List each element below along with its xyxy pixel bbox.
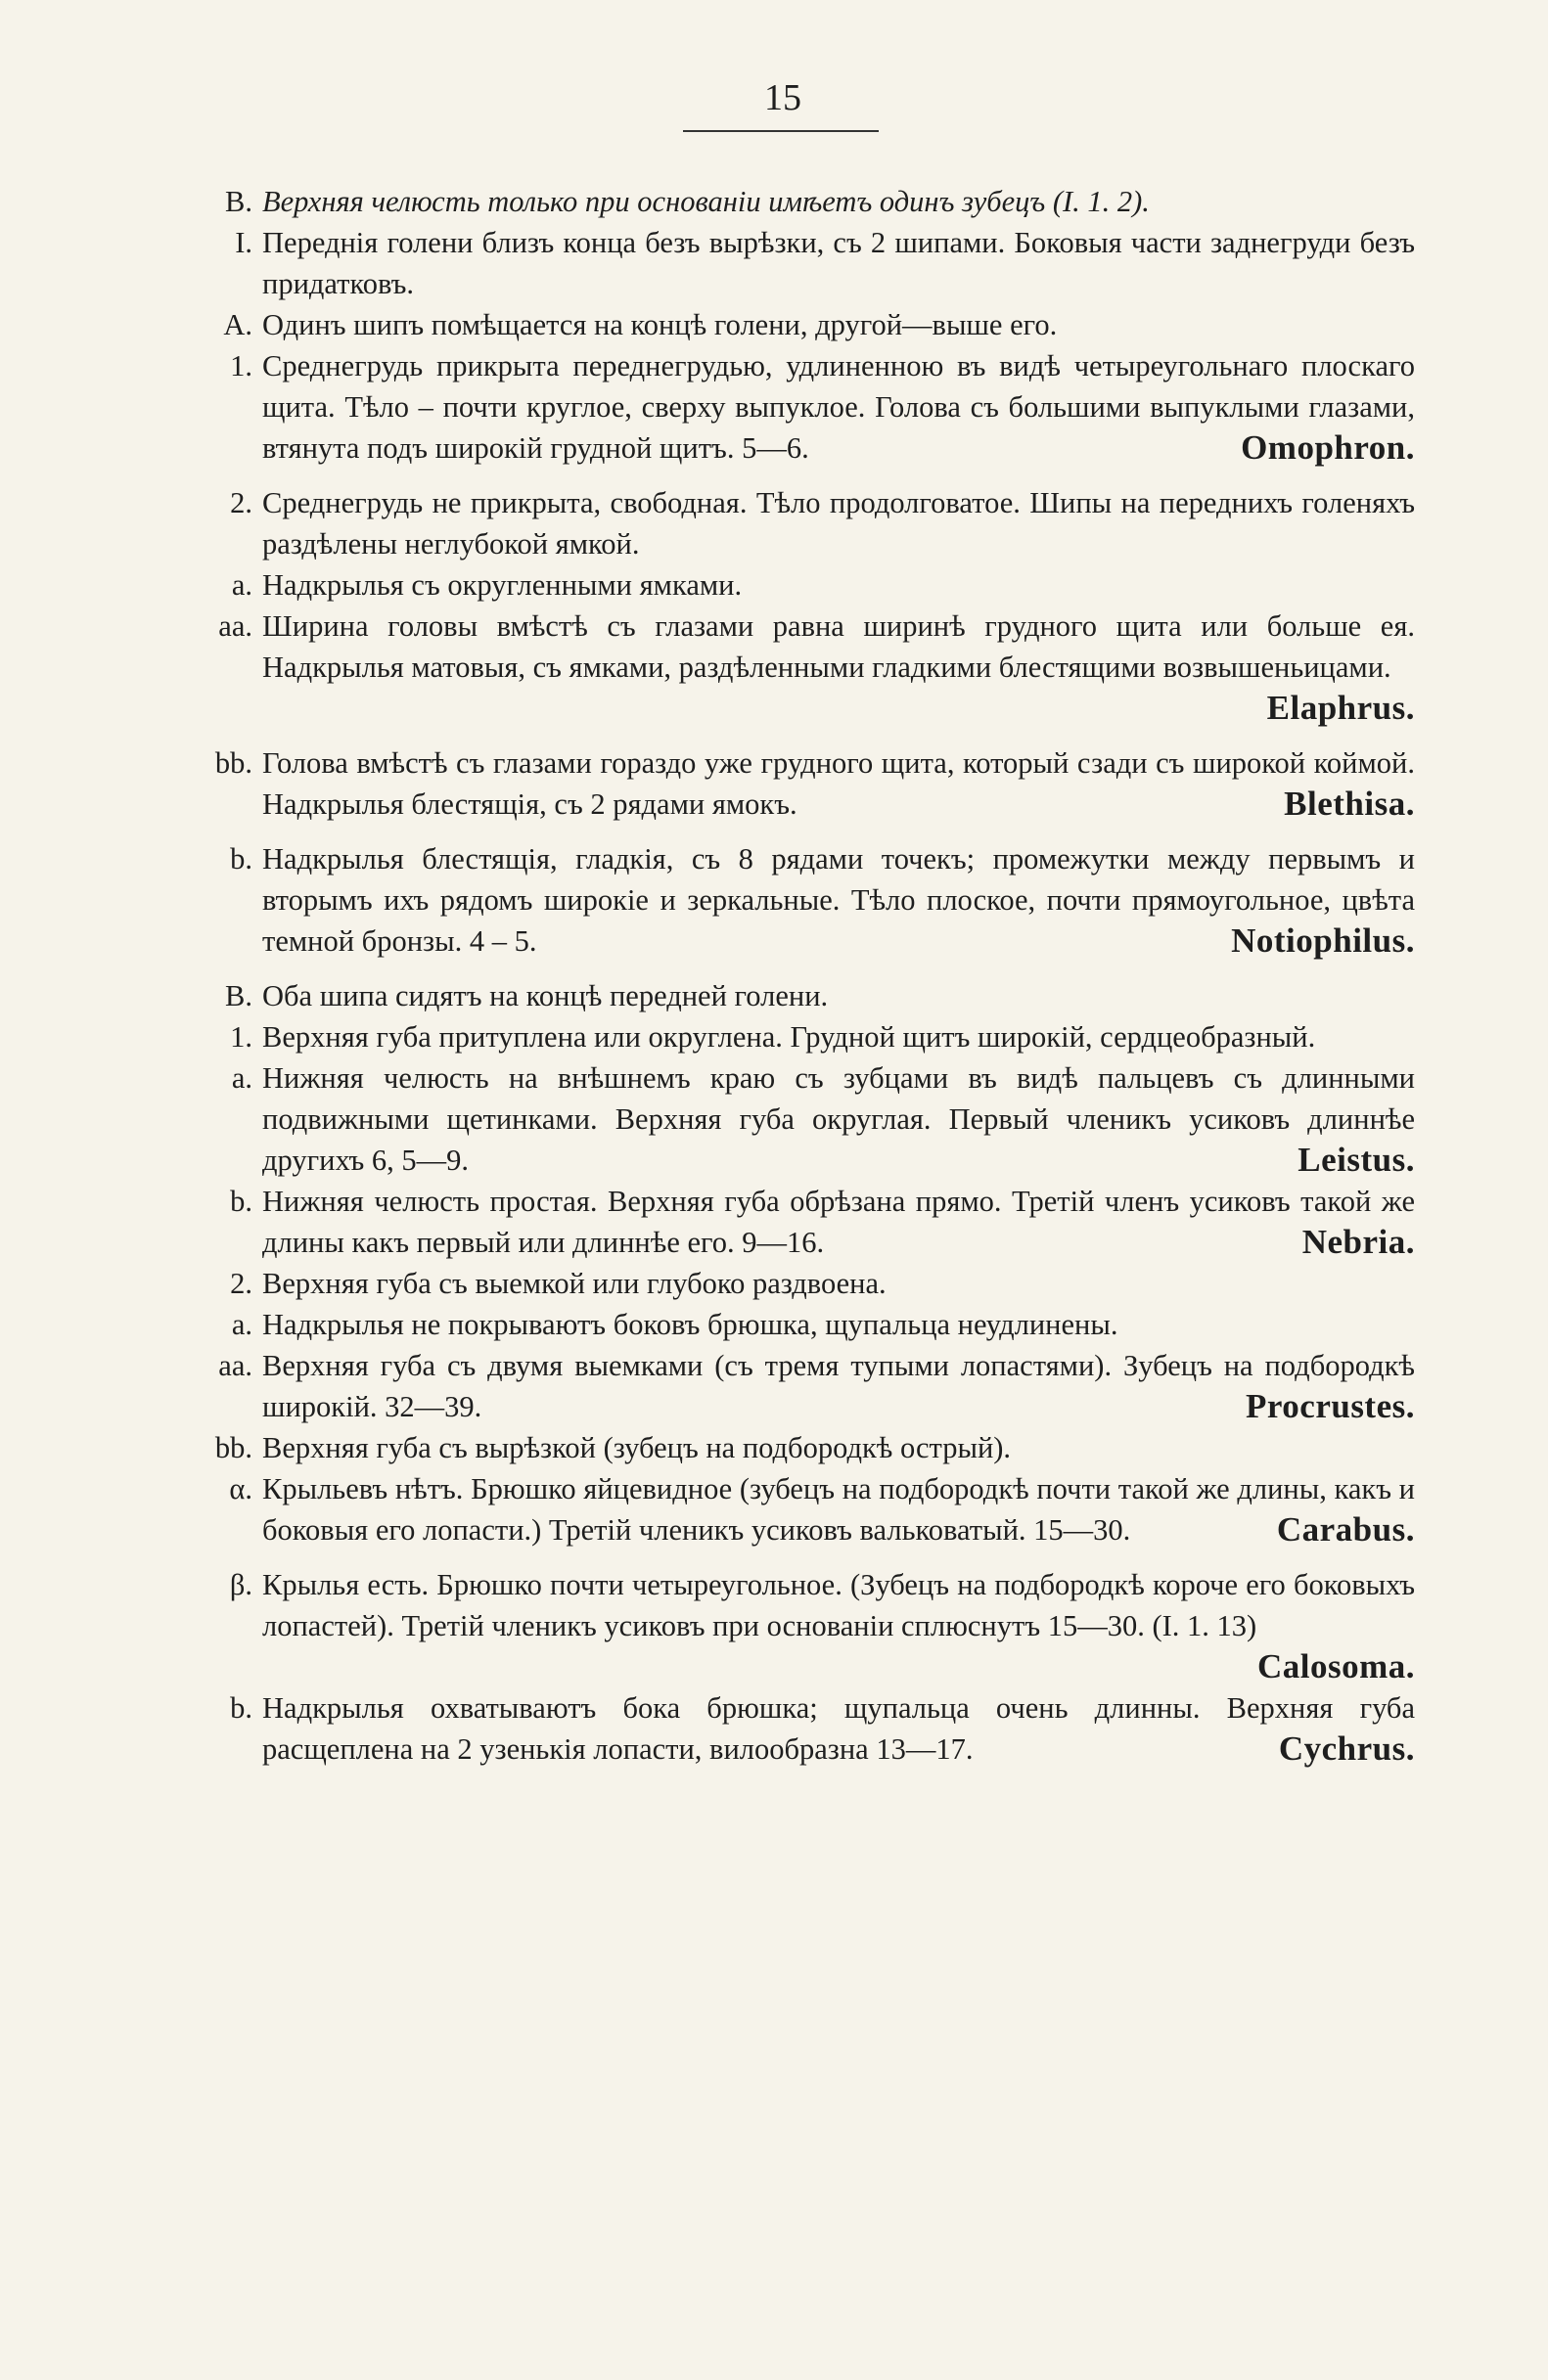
key-entry [192,1263,1415,1304]
entry-description: Среднегрудь прикрыта переднегрудью, удлиненною въ видѣ четыреугольнаго плоскаго щита. Тѣло – почти круглое, сверху выпуклое. Голова съ большими выпуклыми глазами, втянута подъ широкiй грудной щитъ. 5—6. [262,349,1415,465]
entry-text: Надкрылья не покрываютъ боковъ брюшка, щупальца неудлинены. [262,1308,1118,1341]
key-entry [192,1345,1415,1427]
entry-label: β. [229,1568,252,1601]
page-number-rule [683,130,879,132]
entry-label: 2. [230,1267,252,1300]
entry-text [262,742,1415,825]
key-entry [192,975,1415,1016]
entry-label: aa. [218,1349,252,1382]
genus-name: Carabus. [1276,1510,1415,1549]
key-entry [192,304,1415,345]
entry-text [262,1181,1415,1263]
genus-name: Blethisa. [1284,785,1415,823]
key-entry [192,1468,1415,1550]
key-entry [192,1427,1415,1468]
entry-label: bb. [214,746,252,780]
key-entry [192,742,1415,825]
entry-description: Ширина головы вмѣстѣ съ глазами равна ширинѣ грудного щита или больше ея. Надкрылья матовыя, съ ямками, раздѣленными гладкими блестящими возвышеньицами. [262,609,1415,684]
entry-description: Крыльевъ нѣтъ. Брюшко яйцевидное (зубецъ на подбородкѣ почти такой же длины, какъ и боковыя его лопасти.) Третiй членикъ усиковъ вальковатый. 15—30. [262,1472,1415,1547]
entry-label: bb. [214,1431,252,1464]
key-entry [192,482,1415,564]
entry-text [262,1564,1415,1687]
entry-description: Нижняя челюсть простая. Верхняя губа обрѣзана прямо. Третiй членъ усиковъ такой же длины какъ первый или длиннѣе его. 9—16. [262,1185,1415,1259]
entry-text [262,1057,1415,1181]
entry-description: Верхняя губа съ двумя выемками (съ тремя тупыми лопастями). Зубецъ на подбородкѣ широкiй. 32—39. [262,1349,1415,1423]
entry-text: Оба шипа сидятъ на концѣ передней голени. [262,979,829,1012]
genus-name: Elaphrus. [1266,689,1415,727]
entry-description: Нижняя челюсть на внѣшнемъ краю съ зубцами въ видѣ пальцевъ съ длинными подвижными щетинками. Верхняя губа округлая. Первый членикъ усиковъ длиннѣе другихъ 6, 5—9. [262,1061,1415,1177]
entry-text: Одинъ шипъ помѣщается на концѣ голени, другой—выше его. [262,308,1058,341]
genus-name: Procrustes. [1246,1387,1415,1425]
entry-label: I. [235,226,252,259]
key-entry [192,1687,1415,1770]
key-entry [192,1564,1415,1687]
key-entry [192,1181,1415,1263]
genus-name: Notiophilus. [1231,921,1415,960]
entry-text: Надкрылья съ округленными ямками. [262,568,743,602]
entry-label: a. [231,568,252,602]
entry-text [262,345,1415,469]
entry-text [262,1687,1415,1770]
entry-description: Голова вмѣстѣ съ глазами гораздо уже грудного щита, который сзади съ широкой коймой. Надкрылья блестящiя, съ 2 рядами ямокъ. [262,746,1415,821]
key-entry [192,1016,1415,1057]
entry-label: B. [225,979,252,1012]
entry-label: a. [231,1061,252,1095]
entry-text [262,606,1415,729]
entry-label: α. [229,1472,252,1505]
entry-label: b. [230,1185,252,1218]
entry-label: a. [231,1308,252,1341]
entry-text: Верхняя губа съ выемкой или глубоко раздвоена. [262,1267,887,1300]
entry-label: 1. [230,349,252,382]
genus-name: Nebria. [1301,1223,1415,1261]
page-number: 15 [764,77,801,118]
entry-text [262,1345,1415,1427]
entry-text [262,1468,1415,1550]
key-entry [192,181,1415,222]
key-entries [192,181,1415,1770]
entry-label: aa. [218,609,252,643]
genus-name: Omophron. [1241,428,1415,467]
entry-label: A. [223,308,252,341]
entry-description: Надкрылья охватываютъ бока брюшка; щупальца очень длинны. Верхняя губа расщеплена на 2 узенькiя лопасти, вилообразна 13—17. [262,1691,1415,1766]
key-entry [192,222,1415,304]
genus-name: Leistus. [1298,1141,1415,1179]
entry-description: Крылья есть. Брюшко почти четыреугольное. (Зубецъ на подбородкѣ короче его боковыхъ лопастей). Третiй членикъ усиковъ при основанiи сплюснутъ 15—30. (I. 1. 13) [262,1568,1415,1642]
entry-label: B. [225,185,252,218]
key-entry [192,838,1415,962]
key-entry [192,1057,1415,1181]
key-entry [192,345,1415,469]
entry-text: Верхняя челюсть только при основанiи имѣетъ одинъ зубецъ (I. 1. 2). [262,185,1150,218]
entry-text: Верхняя губа съ вырѣзкой (зубецъ на подбородкѣ острый). [262,1431,1012,1464]
entry-description: Надкрылья блестящiя, гладкiя, съ 8 рядами точекъ; промежутки между первымъ и вторымъ ихъ рядомъ широкie и зеркальные. Тѣло плоское, почти прямоугольное, цвѣта темной бронзы. 4 – 5. [262,842,1415,958]
entry-text [262,838,1415,962]
entry-label: b. [230,1691,252,1725]
entry-label: 1. [230,1020,252,1054]
key-entry [192,564,1415,606]
genus-name: Calosoma. [1256,1647,1415,1685]
key-entry [192,1304,1415,1345]
entry-text: Среднегрудь не прикрыта, свободная. Тѣло продолговатое. Шипы на переднихъ голеняхъ раздѣлены неглубокой ямкой. [262,486,1415,561]
entry-text: Верхняя губа притуплена или округлена. Грудной щитъ широкiй, сердцеобразный. [262,1020,1316,1054]
entry-label: 2. [230,486,252,519]
entry-text: Переднiя голени близъ конца безъ вырѣзки, съ 2 шипами. Боковыя части заднегруди безъ придатковъ. [262,226,1415,300]
key-entry [192,606,1415,729]
genus-name: Cychrus. [1278,1729,1415,1768]
entry-label: b. [230,842,252,876]
